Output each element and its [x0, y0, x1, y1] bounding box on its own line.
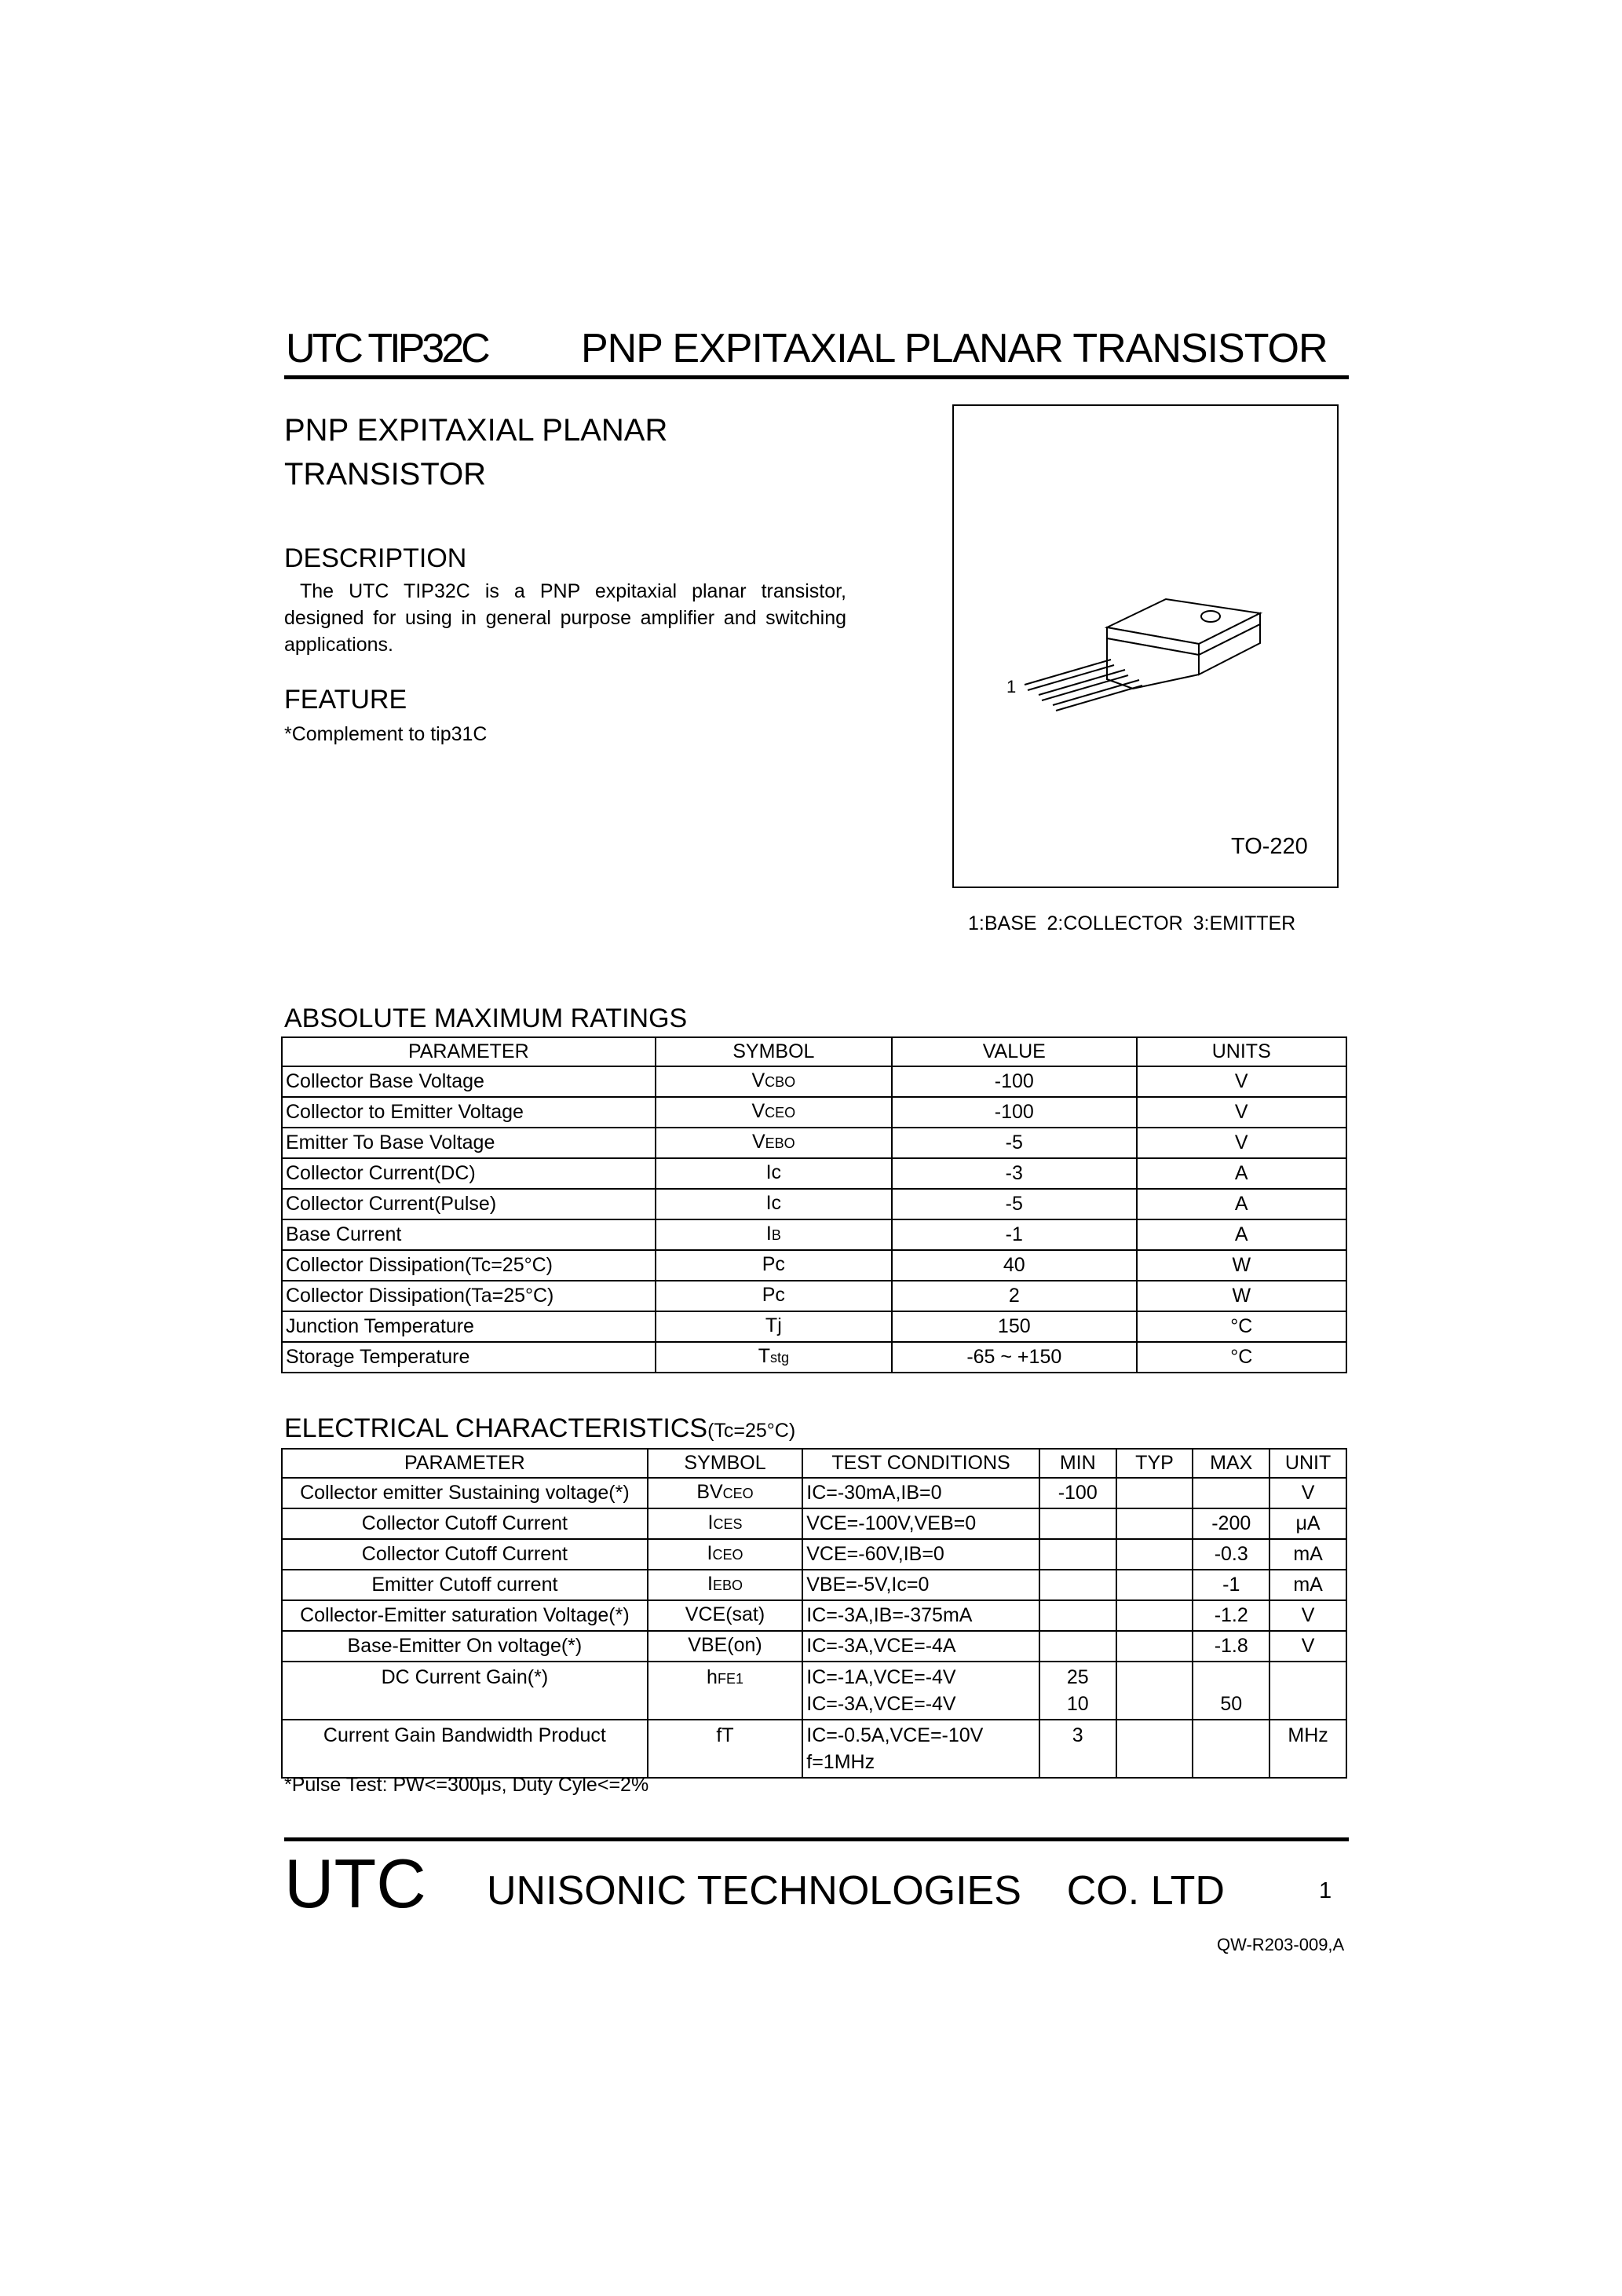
- table-row: [282, 1097, 1346, 1128]
- table-row: [282, 1128, 1346, 1158]
- condition-cell: IC=-3A,IB=-375mA: [802, 1600, 1039, 1631]
- table-row: [282, 1631, 1346, 1662]
- feature-text: *Complement to tip31C: [284, 723, 488, 745]
- company-name: UNISONIC TECHNOLOGIES CO. LTD: [487, 1868, 1225, 1914]
- header-title: PNP EXPITAXIAL PLANAR TRANSISTOR: [581, 326, 1328, 371]
- col-header: PARAMETER: [282, 1037, 656, 1066]
- col-header: PARAMETER: [282, 1449, 648, 1478]
- table-row: [282, 1250, 1346, 1281]
- unit-cell: V: [1137, 1128, 1346, 1158]
- symbol-cell: Ic: [656, 1158, 892, 1189]
- value-cell: -100: [892, 1066, 1136, 1097]
- product-title-line-1: PNP EXPITAXIAL PLANAR: [284, 413, 668, 448]
- param-cell: Collector emitter Sustaining voltage(*): [282, 1478, 648, 1508]
- symbol-cell: VEBO: [656, 1128, 892, 1158]
- col-header: UNITS: [1137, 1037, 1346, 1066]
- table-row: [282, 1342, 1346, 1373]
- table-row: [282, 1478, 1346, 1508]
- unit-cell: °C: [1137, 1342, 1346, 1373]
- param-cell: Base-Emitter On voltage(*): [282, 1631, 648, 1662]
- description-heading: DESCRIPTION: [284, 543, 467, 573]
- condition-cell: IC=-3A,VCE=-4A: [802, 1631, 1039, 1662]
- symbol-cell: VCE(sat): [648, 1600, 802, 1631]
- value-cell: 40: [892, 1250, 1136, 1281]
- col-header: TEST CONDITIONS: [802, 1449, 1039, 1478]
- unit-cell: [1269, 1662, 1346, 1720]
- package-figure: [952, 404, 1339, 888]
- typ-cell: [1116, 1570, 1193, 1600]
- unit-cell: A: [1137, 1189, 1346, 1219]
- typ-cell: [1116, 1539, 1193, 1570]
- pin-1-marker: 1: [1006, 677, 1017, 696]
- unit-cell: A: [1137, 1219, 1346, 1250]
- param-cell: Emitter To Base Voltage: [282, 1128, 656, 1158]
- table-row: [282, 1281, 1346, 1311]
- symbol-cell: Ic: [656, 1189, 892, 1219]
- condition-cell: VBE=-5V,Ic=0: [802, 1570, 1039, 1600]
- unit-cell: V: [1137, 1066, 1346, 1097]
- part-number: UTC TIP32C: [286, 326, 488, 371]
- unit-cell: V: [1269, 1478, 1346, 1508]
- table-row: [282, 1219, 1346, 1250]
- symbol-cell: fT: [648, 1720, 802, 1778]
- unit-cell: V: [1269, 1631, 1346, 1662]
- table-row: [282, 1600, 1346, 1631]
- unit-cell: W: [1137, 1250, 1346, 1281]
- typ-cell: [1116, 1478, 1193, 1508]
- abs-max-table: [281, 1036, 1347, 1373]
- col-header: TYP: [1116, 1449, 1193, 1478]
- param-cell: Collector-Emitter saturation Voltage(*): [282, 1600, 648, 1631]
- param-cell: Collector Current(Pulse): [282, 1189, 656, 1219]
- elec-heading-cond: (Tc=25°C): [707, 1420, 796, 1442]
- elec-table: [281, 1448, 1347, 1779]
- symbol-cell: VCBO: [656, 1066, 892, 1097]
- symbol-cell: Tj: [656, 1311, 892, 1342]
- col-header: SYMBOL: [656, 1037, 892, 1066]
- min-cell: [1039, 1508, 1116, 1539]
- param-cell: Base Current: [282, 1219, 656, 1250]
- unit-cell: V: [1137, 1097, 1346, 1128]
- symbol-cell: Tstg: [656, 1342, 892, 1373]
- condition-cell: VCE=-60V,IB=0: [802, 1539, 1039, 1570]
- product-title-line-2: TRANSISTOR: [284, 457, 487, 492]
- value-cell: -3: [892, 1158, 1136, 1189]
- symbol-cell: ICES: [648, 1508, 802, 1539]
- col-header: MIN: [1039, 1449, 1116, 1478]
- param-cell: Collector Dissipation(Tc=25°C): [282, 1250, 656, 1281]
- param-cell: Collector Dissipation(Ta=25°C): [282, 1281, 656, 1311]
- description-text: [284, 578, 846, 658]
- table-row: [282, 1662, 1346, 1720]
- package-name: TO-220: [1231, 834, 1308, 859]
- min-cell: 25 10: [1039, 1662, 1116, 1720]
- value-cell: -100: [892, 1097, 1136, 1128]
- min-cell: [1039, 1570, 1116, 1600]
- unit-cell: W: [1137, 1281, 1346, 1311]
- symbol-cell: VBE(on): [648, 1631, 802, 1662]
- max-cell: -1.8: [1193, 1631, 1269, 1662]
- value-cell: -1: [892, 1219, 1136, 1250]
- table-row: [282, 1720, 1346, 1778]
- param-cell: Collector Current(DC): [282, 1158, 656, 1189]
- page-number: 1: [1319, 1878, 1332, 1903]
- pulse-test-note: *Pulse Test: PW<=300μs, Duty Cyle<=2%: [284, 1774, 649, 1796]
- max-cell: -1.2: [1193, 1600, 1269, 1631]
- typ-cell: [1116, 1662, 1193, 1720]
- table-row: [282, 1539, 1346, 1570]
- param-cell: Collector to Emitter Voltage: [282, 1097, 656, 1128]
- typ-cell: [1116, 1600, 1193, 1631]
- unit-cell: mA: [1269, 1570, 1346, 1600]
- min-cell: 3: [1039, 1720, 1116, 1778]
- value-cell: 2: [892, 1281, 1136, 1311]
- product-title: [284, 408, 667, 496]
- value-cell: -65 ~ +150: [892, 1342, 1136, 1373]
- symbol-cell: IB: [656, 1219, 892, 1250]
- symbol-cell: hFE1: [648, 1662, 802, 1720]
- to220-package-drawing: [954, 406, 1337, 887]
- table-row: [282, 1189, 1346, 1219]
- symbol-cell: Pc: [656, 1281, 892, 1311]
- value-cell: -5: [892, 1128, 1136, 1158]
- elec-heading-text: ELECTRICAL CHARACTERISTICS: [284, 1413, 708, 1443]
- unit-cell: V: [1269, 1600, 1346, 1631]
- col-header: UNIT: [1269, 1449, 1346, 1478]
- unit-cell: A: [1137, 1158, 1346, 1189]
- param-cell: DC Current Gain(*): [282, 1662, 648, 1720]
- param-cell: Collector Base Voltage: [282, 1066, 656, 1097]
- condition-cell: IC=-0.5A,VCE=-10V f=1MHz: [802, 1720, 1039, 1778]
- elec-heading: [284, 1413, 795, 1444]
- abs-max-heading: ABSOLUTE MAXIMUM RATINGS: [284, 1004, 688, 1033]
- param-cell: Collector Cutoff Current: [282, 1508, 648, 1539]
- max-cell: 50: [1193, 1662, 1269, 1720]
- symbol-cell: Pc: [656, 1250, 892, 1281]
- table-row: [282, 1570, 1346, 1600]
- value-cell: -5: [892, 1189, 1136, 1219]
- footer-rule: [284, 1837, 1349, 1841]
- table-row: [282, 1066, 1346, 1097]
- typ-cell: [1116, 1508, 1193, 1539]
- table-row: [282, 1311, 1346, 1342]
- min-cell: [1039, 1539, 1116, 1570]
- condition-cell: IC=-30mA,IB=0: [802, 1478, 1039, 1508]
- col-header: VALUE: [892, 1037, 1136, 1066]
- header-rule: [284, 375, 1349, 379]
- description-body: The UTC TIP32C is a PNP expitaxial planar transistor, designed for using in general purpose amplifier and switching applications.: [284, 580, 846, 656]
- feature-heading: FEATURE: [284, 685, 407, 715]
- min-cell: -100: [1039, 1478, 1116, 1508]
- symbol-cell: ICEO: [648, 1539, 802, 1570]
- typ-cell: [1116, 1720, 1193, 1778]
- table-row: [282, 1508, 1346, 1539]
- unit-cell: mA: [1269, 1539, 1346, 1570]
- param-cell: Current Gain Bandwidth Product: [282, 1720, 648, 1778]
- unit-cell: °C: [1137, 1311, 1346, 1342]
- max-cell: -1: [1193, 1570, 1269, 1600]
- max-cell: -0.3: [1193, 1539, 1269, 1570]
- max-cell: [1193, 1720, 1269, 1778]
- table-row: [282, 1158, 1346, 1189]
- unit-cell: μA: [1269, 1508, 1346, 1539]
- symbol-cell: VCEO: [656, 1097, 892, 1128]
- param-cell: Storage Temperature: [282, 1342, 656, 1373]
- document-number: QW-R203-009,A: [1217, 1935, 1345, 1954]
- max-cell: -200: [1193, 1508, 1269, 1539]
- value-cell: 150: [892, 1311, 1136, 1342]
- symbol-cell: IEBO: [648, 1570, 802, 1600]
- min-cell: [1039, 1631, 1116, 1662]
- condition-cell: VCE=-100V,VEB=0: [802, 1508, 1039, 1539]
- param-cell: Junction Temperature: [282, 1311, 656, 1342]
- typ-cell: [1116, 1631, 1193, 1662]
- utc-logo: UTC: [284, 1844, 426, 1922]
- table-header-row: [282, 1037, 1346, 1066]
- col-header: MAX: [1193, 1449, 1269, 1478]
- param-cell: Collector Cutoff Current: [282, 1539, 648, 1570]
- pin-legend: 1:BASE 2:COLLECTOR 3:EMITTER: [968, 912, 1296, 934]
- unit-cell: MHz: [1269, 1720, 1346, 1778]
- condition-cell: IC=-1A,VCE=-4V IC=-3A,VCE=-4V: [802, 1662, 1039, 1720]
- param-cell: Emitter Cutoff current: [282, 1570, 648, 1600]
- max-cell: [1193, 1478, 1269, 1508]
- symbol-cell: BVCEO: [648, 1478, 802, 1508]
- col-header: SYMBOL: [648, 1449, 802, 1478]
- table-header-row: [282, 1449, 1346, 1478]
- min-cell: [1039, 1600, 1116, 1631]
